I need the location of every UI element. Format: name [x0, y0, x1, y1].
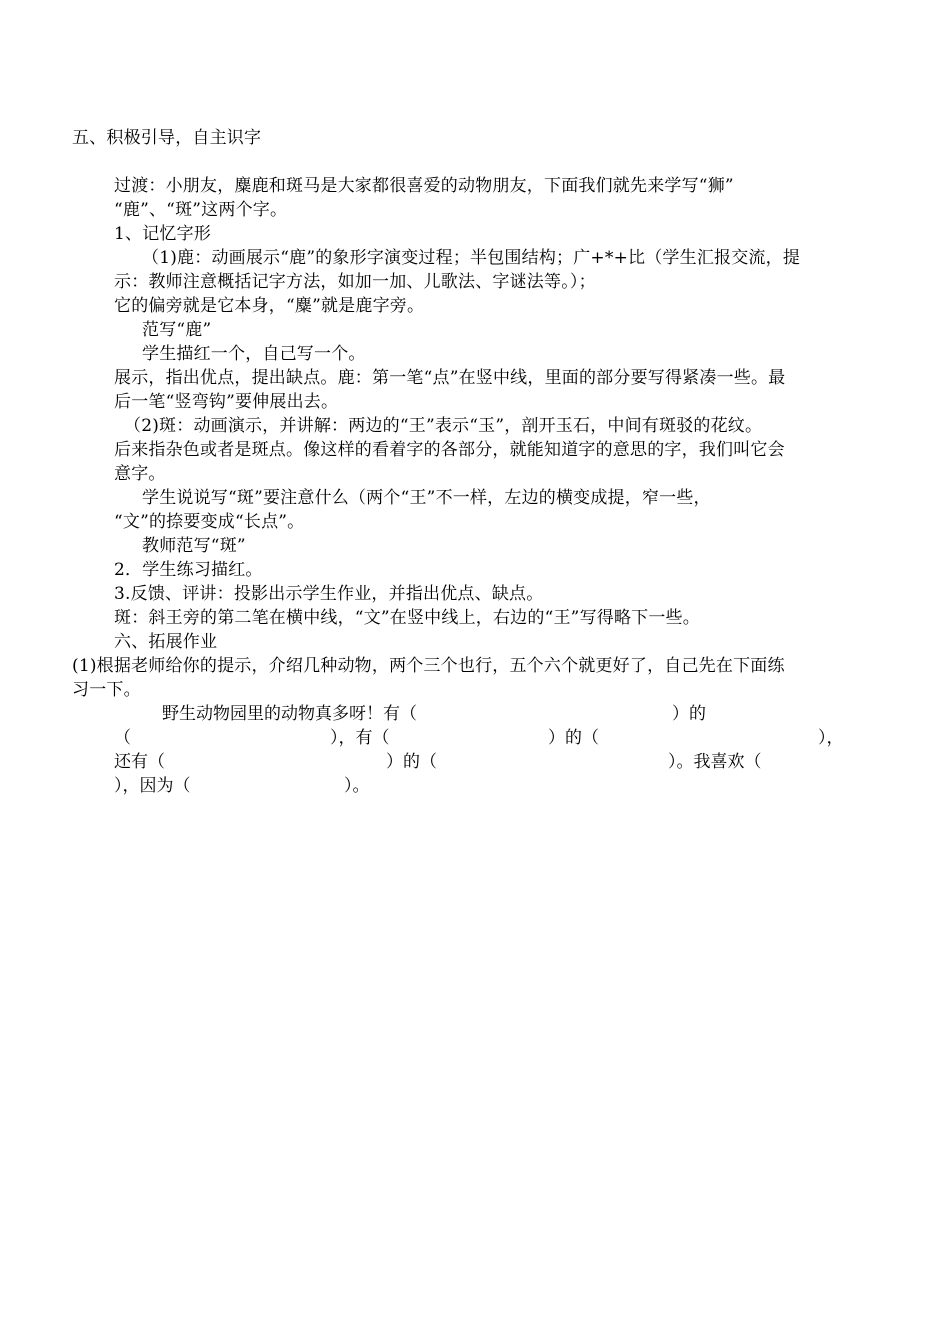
fill-row4-b: ）。	[344, 776, 370, 796]
fill-row3-c: ）。我喜欢（	[668, 752, 762, 772]
fill-row4-a: ），因为（	[114, 776, 191, 796]
ban-paragraph-line-1: （2)斑：动画演示，并讲解：两边的“王”表示“玉”，剖开玉石，中间有斑驳的花纹。	[124, 416, 763, 436]
lu-paragraph-line-1: （1)鹿：动画展示“鹿”的象形字演变过程；半包围结构；广+*+比（学生汇报交流，提	[142, 248, 801, 268]
task-line-1: (1)根据老师给你的提示，介绍几种动物，两个三个也行，五个六个就更好了，自己先在下面练	[72, 656, 785, 676]
ban-paragraph-line-3: 意字。	[114, 464, 166, 484]
ban-demo-line: 教师范写“斑”	[142, 536, 246, 556]
memory-heading: 1、记忆字形	[114, 224, 212, 244]
section-six-heading: 六、拓展作业	[114, 632, 218, 652]
fill-row2-a: （	[114, 728, 131, 748]
ban-tip-line: 斑：斜王旁的第二笔在横中线，“文”在竖中线上，右边的“王”写得略下一些。	[114, 608, 700, 628]
transition-line-2: “鹿”、“斑”这两个字。	[114, 200, 288, 220]
fill-row2-c: ）的（	[548, 728, 599, 748]
lu-demo-line: 范写“鹿”	[142, 320, 212, 340]
fill-row3-b: ）的（	[386, 752, 437, 772]
ban-note-line-1: 学生说说写“斑”要注意什么（两个“王”不一样，左边的横变成提，窄一些，	[142, 488, 711, 508]
fill-row3-a: 还有（	[114, 752, 165, 772]
feedback-line: 3.反馈、评讲：投影出示学生作业，并指出优点、缺点。	[114, 584, 544, 604]
fill-row1-b: ）的	[672, 704, 706, 724]
ban-paragraph-line-2: 后来指杂色或者是斑点。像这样的看着字的各部分，就能知道字的意思的字，我们叫它会	[114, 440, 785, 460]
practice-line: 2．学生练习描红。	[114, 560, 263, 580]
lu-show-line-1: 展示，指出优点，提出缺点。鹿：第一笔“点”在竖中线，里面的部分要写得紧凑一些。最	[114, 368, 786, 388]
ban-note-line-2: “文”的捺要变成“长点”。	[114, 512, 305, 532]
transition-line-1: 过渡：小朋友，麋鹿和斑马是大家都很喜爱的动物朋友，下面我们就先来学写“狮”	[114, 176, 734, 196]
fill-row1-a: 野生动物园里的动物真多呀！有（	[162, 704, 417, 724]
fill-row2-d: ），	[818, 728, 844, 748]
fill-row2-b: ），有（	[330, 728, 390, 748]
lu-paragraph-line-3: 它的偏旁就是它本身，“麋”就是鹿字旁。	[114, 296, 425, 316]
lu-trace-line: 学生描红一个，自己写一个。	[142, 344, 366, 364]
lu-paragraph-line-2: 示：教师注意概括记字方法，如加一加、儿歌法、字谜法等。）；	[114, 272, 596, 292]
lu-show-line-2: 后一笔“竖弯钩”要伸展出去。	[114, 392, 339, 412]
task-line-2: 习一下。	[72, 680, 141, 700]
section-five-heading: 五、积极引导，自主识字	[72, 128, 262, 148]
